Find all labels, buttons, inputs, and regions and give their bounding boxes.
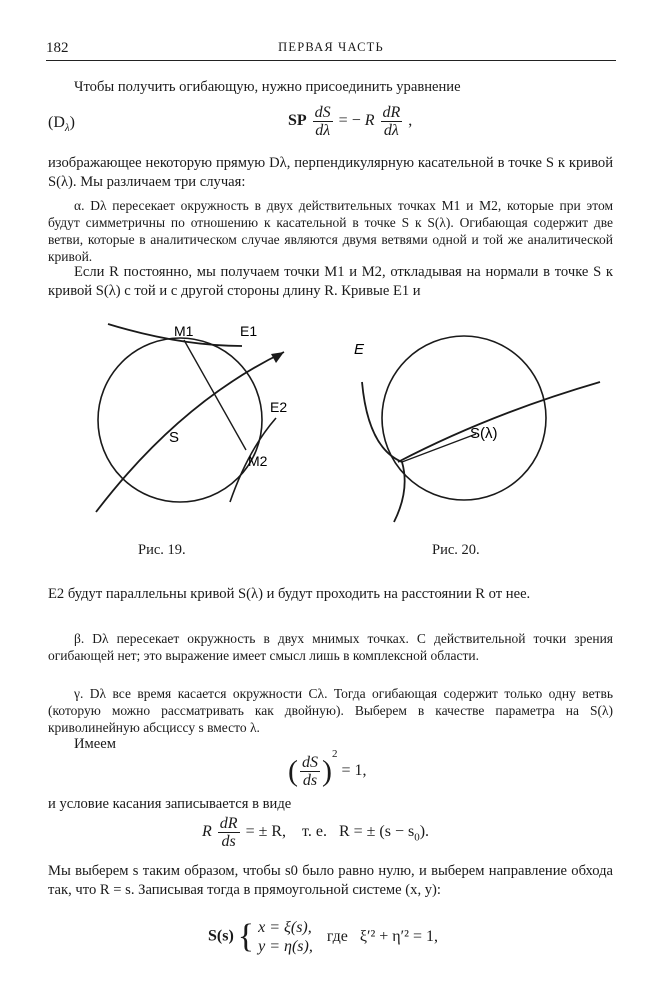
equation-curve-param xyxy=(208,918,438,956)
eq2-paren-open: ( xyxy=(288,754,298,788)
fig19-label-m2: M2 xyxy=(248,453,268,469)
running-title: ПЕРВАЯ ЧАСТЬ xyxy=(278,40,384,54)
eq1-frac2 xyxy=(381,104,403,139)
eq3-mid: = ± R, xyxy=(245,823,287,841)
eq2-power: 2 xyxy=(332,748,338,760)
eq4-lhs: S(s) xyxy=(208,927,234,945)
fig20-normal-line xyxy=(402,434,476,462)
eq2-paren-close: ) xyxy=(322,754,332,788)
equation-tangency xyxy=(202,815,429,850)
fig20-circle xyxy=(382,336,546,500)
eq3-den: ds xyxy=(221,833,236,850)
depict-paragraph: изображающее некоторую прямую Dλ, перпендикулярную касательной в точке S к кривой S(λ). Мы различаем три случая: xyxy=(48,155,613,190)
figure-20-caption: Рис. 20. xyxy=(432,542,480,558)
page-header xyxy=(46,38,616,61)
page-number: 182 xyxy=(46,40,69,56)
eq3-rhs: R = ± (s − s xyxy=(338,823,415,841)
eq1-eqminus: = − xyxy=(338,112,361,130)
eq2-den: ds xyxy=(302,771,318,789)
eq1-den2: dλ xyxy=(383,122,399,139)
fig19-arrowhead xyxy=(271,352,284,363)
eq2-frac xyxy=(300,754,320,789)
case-gamma: γ. Dλ все время касается окружности Cλ. Тогда огибающая содержит только одну ветвь (которую можно рассматривать как двойную). Выберем в качестве параметра на S(λ) криволинейную абсциссу s вместо λ. xyxy=(48,686,613,735)
eq3-frac xyxy=(218,815,240,850)
have-text: Имеем xyxy=(74,736,116,752)
eq1-frac1 xyxy=(313,104,333,139)
eq1-label-close: ) xyxy=(69,114,75,131)
intro-paragraph: Чтобы получить огибающую, нужно присоединить уравнение xyxy=(74,79,461,95)
eq1-label-open: (D xyxy=(48,114,65,131)
eq2-rhs: = 1, xyxy=(341,762,367,779)
fig20-label-s: S(λ) xyxy=(470,425,498,442)
choose-paragraph: Мы выберем s таким образом, чтобы s0 было равно нулю, и выберем направление обхода так, что R = s. Записывая тогда в прямоугольной системе (x, y): xyxy=(48,863,613,898)
eq1-tail: , xyxy=(408,112,413,130)
case-alpha: α. Dλ пересекает окружность в двух действительных точках M1 и M2, которые при этом будут симметричны по отношению к касательной в точке S к S(λ). Огибающая содержит две ветви, которые в аналитическом случае являются двумя ветвями одной и той же аналитической кривой. xyxy=(48,198,613,264)
eq1-r: R xyxy=(364,112,375,130)
eq1-num2: dR xyxy=(382,104,401,121)
eq1-den1: dλ xyxy=(315,122,331,139)
eq1-label-sub: λ xyxy=(64,122,70,135)
eq3-r: R xyxy=(202,823,212,841)
eq1-sp: SP xyxy=(288,112,307,130)
eq3-te: т. е. xyxy=(302,823,327,841)
eq3-sub: 0 xyxy=(414,831,420,844)
fig19-normal-line xyxy=(184,340,246,450)
eq4-brace: { xyxy=(237,918,255,955)
eq1-num1: dS xyxy=(314,104,331,121)
eq3-num: dR xyxy=(219,815,238,832)
fig19-curve-s xyxy=(96,352,284,512)
eq3-end: ). xyxy=(419,823,430,841)
case-beta: β. Dλ пересекает окружность в двух мнимых точках. С действительной точки зрения огибающей нет; это выражение имеет смысл лишь в комплексной области. xyxy=(48,631,613,663)
eq4-system xyxy=(258,918,313,956)
eq2-num: dS xyxy=(302,753,318,771)
fig19-label-s: S xyxy=(169,429,180,446)
tangency-paragraph: и условие касания записывается в виде xyxy=(48,796,292,812)
e2-paragraph: E2 будут параллельны кривой S(λ) и будут проходить на расстоянии R от нее. xyxy=(48,586,531,602)
figure-20 xyxy=(340,330,630,530)
fig19-label-m1: M1 xyxy=(174,323,194,339)
fig20-label-e: E xyxy=(354,341,365,358)
fig19-label-e1: E1 xyxy=(240,323,258,339)
figure-19 xyxy=(80,310,320,520)
figure-19-caption: Рис. 19. xyxy=(138,542,186,558)
eq4-line2: y = η(s), xyxy=(258,938,313,955)
equation-label xyxy=(48,114,75,134)
equation-unit-speed xyxy=(288,748,367,789)
constant-r-paragraph: Если R постоянно, мы получаем точки M1 и M2, откладывая на нормали в точке S к кривой S(λ) с той и с другой стороны длину R. Кривые E1 и xyxy=(48,264,613,299)
eq4-cond: ξ′² + η′² = 1, xyxy=(359,928,438,945)
eq4-where: где xyxy=(326,928,348,945)
fig20-curve-s xyxy=(398,382,600,462)
eq4-line1: x = ξ(s), xyxy=(258,919,312,936)
fig19-label-e2: E2 xyxy=(270,399,288,415)
fig19-circle xyxy=(98,338,262,502)
equation-envelope xyxy=(288,104,412,139)
